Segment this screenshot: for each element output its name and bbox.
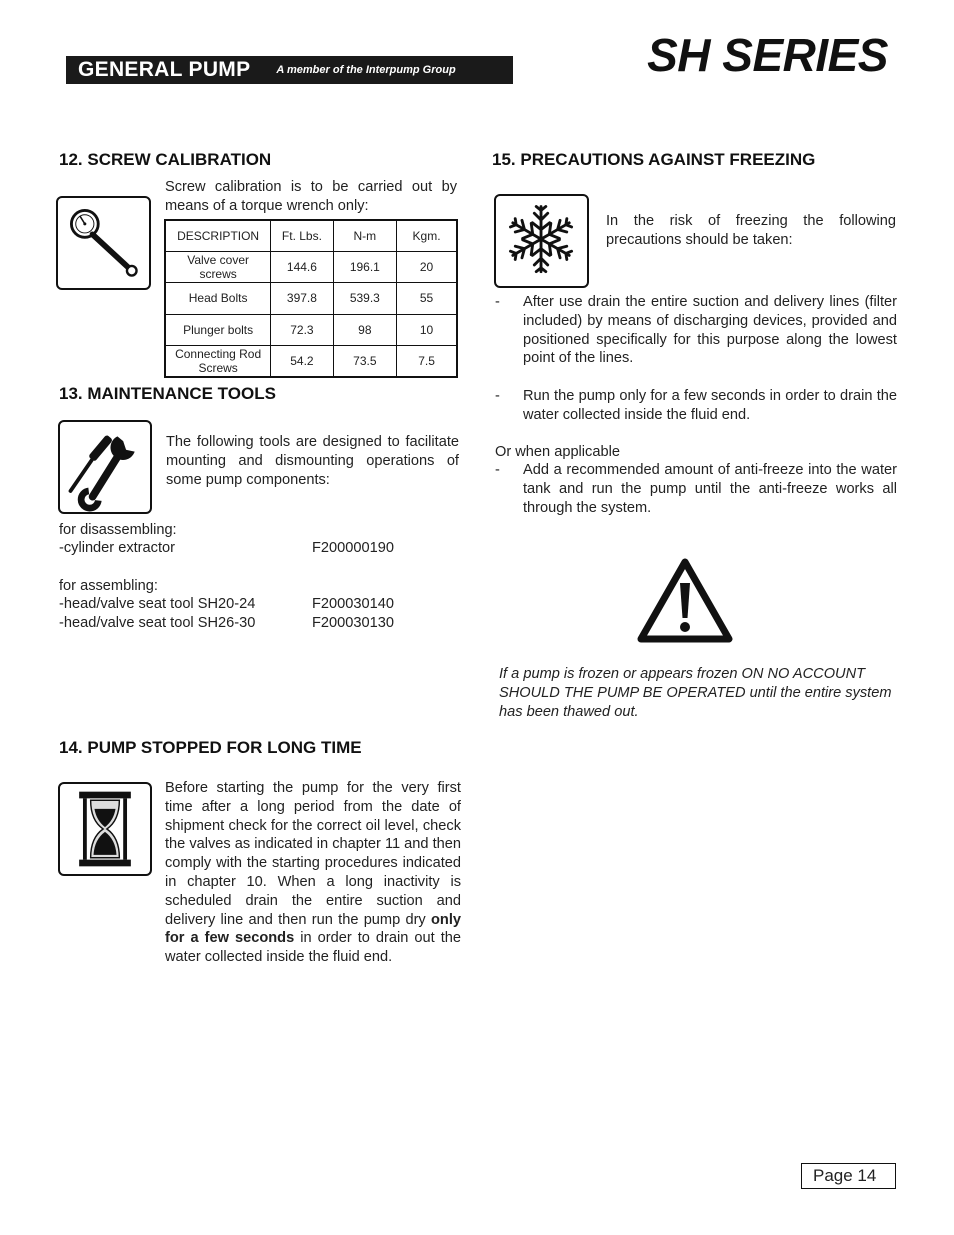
section-15-heading: 15. PRECAUTIONS AGAINST FREEZING [492,150,816,169]
table-cell: 55 [397,283,457,315]
hourglass-icon [58,782,152,876]
page-number: Page 14 [801,1163,896,1189]
table-cell: 144.6 [271,251,333,283]
table-cell: 196.1 [333,251,396,283]
section-14-text [165,779,461,967]
brand-tagline: A member of the Interpump Group [276,63,456,76]
bullet-text: Run the pump only for a few seconds in order to drain the water collected inside the fluid end. [523,388,897,423]
section-13-intro: The following tools are designed to facilitate mounting and dismounting operations of some pump components: [166,434,459,488]
section-12-heading: 12. SCREW CALIBRATION [59,150,272,169]
list-item: - Run the pump only for a few seconds in order to drain the water collected inside the fluid end. [495,388,897,423]
table-row [165,314,457,346]
table-cell: 397.8 [271,283,333,315]
tool-name: -head/valve seat tool SH20-24 [59,596,256,612]
section-13-heading: 13. MAINTENANCE TOOLS [59,384,276,403]
table-cell: 98 [333,314,396,346]
table-cell: 7.5 [397,346,457,378]
table-row [165,346,457,378]
col-header-ft-lbs: Ft. Lbs. [271,220,333,251]
brand-bar [66,56,513,84]
table-cell: Connecting Rod Screws [165,346,271,378]
section-14-text-after: in order to drain out the water collected inside the fluid end. [165,930,461,966]
list-item: - Add a recommended amount of anti-freeze into the water tank and run the pump until the anti-freeze works all through the system. [495,462,897,516]
col-header-description: DESCRIPTION [165,220,271,251]
section-12-intro: Screw calibration is to be carried out by means of a torque wrench only: [165,179,457,214]
list-item: - After use drain the entire suction and delivery lines (filter included) by means of discharging devices, provided and positioned specifically for this purpose along the lowest point of the lines. [495,294,897,367]
warning-triangle-icon [636,556,734,646]
table-cell: 54.2 [271,346,333,378]
table-cell: Plunger bolts [165,314,271,346]
disassembling-label: for disassembling: [59,522,177,538]
torque-wrench-icon [56,196,151,290]
torque-table [164,219,458,378]
tool-name: -head/valve seat tool SH26-30 [59,615,256,631]
section-15-intro: In the risk of freezing the following precautions should be taken: [606,213,896,248]
assembling-label: for assembling: [59,578,158,594]
table-row [165,283,457,315]
table-cell: 73.5 [333,346,396,378]
table-row [165,251,457,283]
section-14-text-before: Before starting the pump for the very first time after a long period from the date of shipment check for the correct oil level, check the valves as indicated in chapter 11 and then comply with the starting procedures indicated in chapter 10. When a long inactivity is scheduled drain the entire suction and delivery line and then run the pump dry [165,780,461,928]
col-header-n-m: N-m [333,220,396,251]
torque-table-header [165,220,457,251]
tool-code: F200030130 [312,615,394,631]
tool-name: -cylinder extractor [59,540,175,556]
table-cell: 20 [397,251,457,283]
col-header-kgm: Kgm. [397,220,457,251]
table-cell: 10 [397,314,457,346]
bullet-text: After use drain the entire suction and delivery lines (filter included) by means of discharging devices, provided and positioned specifically for this purpose along the lowest point of the lines. [523,294,897,367]
tool-code: F200030140 [312,596,394,612]
table-cell: Valve cover screws [165,251,271,283]
tool-code: F200000190 [312,540,394,556]
brand-name: GENERAL PUMP [78,57,251,81]
section-14-text-bold: only for a few seconds [165,911,461,947]
table-cell: 72.3 [271,314,333,346]
warning-text: If a pump is frozen or appears frozen ON NO ACCOUNT SHOULD THE PUMP BE OPERATED until the entire system has been thawed out. [499,666,892,720]
table-cell: 539.3 [333,283,396,315]
tools-icon [58,420,152,514]
table-cell: Head Bolts [165,283,271,315]
snowflake-icon [494,194,589,288]
series-title: SH SERIES [647,29,888,81]
section-14-heading: 14. PUMP STOPPED FOR LONG TIME [59,738,362,757]
or-when-applicable: Or when applicable [495,444,620,460]
bullet-text: Add a recommended amount of anti-freeze into the water tank and run the pump until the anti-freeze works all through the system. [523,462,897,516]
